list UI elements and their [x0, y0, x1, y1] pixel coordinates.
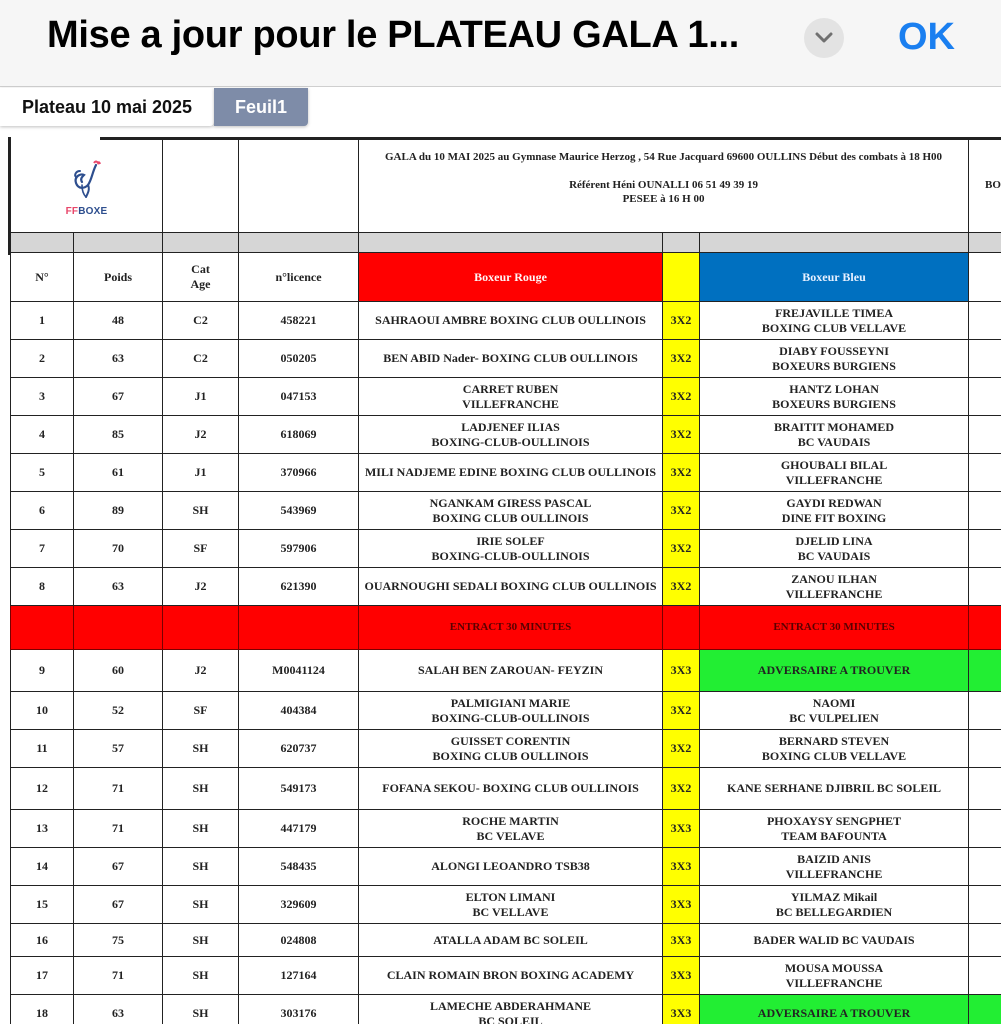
category-cell[interactable]: SH [163, 924, 239, 957]
category-cell[interactable]: SH [163, 957, 239, 995]
bout-row [11, 650, 1001, 692]
red-boxer-cell[interactable] [359, 378, 663, 416]
boxer-line: ADVERSAIRE A TROUVER [757, 663, 911, 677]
boxer-line: BOXING CLUB VELLAVE [761, 320, 907, 335]
red-boxer-cell[interactable] [359, 886, 663, 924]
red-boxer-cell[interactable] [359, 650, 663, 692]
boxer-line: KANE SERHANE DJIBRIL BC SOLEIL [727, 781, 942, 795]
cell[interactable] [969, 692, 1001, 730]
frame-left-border [8, 137, 11, 255]
boxer-line: BC VULPELIEN [789, 710, 879, 725]
boxer-line: BRAITIT MOHAMED [773, 419, 895, 434]
weight-cell[interactable]: 67 [74, 378, 163, 416]
format-cell[interactable]: 3X3 [663, 924, 700, 957]
weight-cell[interactable]: 63 [74, 568, 163, 606]
cell[interactable] [969, 606, 1001, 650]
format-cell[interactable]: 3X2 [663, 302, 700, 340]
format-cell[interactable]: 3X3 [663, 650, 700, 692]
boxer-line: VILLEFRANCHE [785, 586, 883, 601]
boxer-line: VILLEFRANCHE [462, 396, 559, 411]
format-cell[interactable]: 3X2 [663, 416, 700, 454]
boxer-line: CLAIN ROMAIN BRON BOXING ACADEMY [386, 968, 635, 982]
licence-cell[interactable]: 618069 [239, 416, 359, 454]
rooster-logo-icon [70, 159, 104, 201]
boxer-line: PALMIGIANI MARIE [450, 695, 571, 710]
red-boxer-cell[interactable] [359, 492, 663, 530]
category-cell[interactable]: SH [163, 995, 239, 1024]
red-boxer-cell[interactable] [359, 302, 663, 340]
boxer-line: BOXING CLUB OULLINOIS [432, 748, 589, 763]
category-cell[interactable]: J1 [163, 378, 239, 416]
event-referent: Référent Héni OUNALLI 06 51 49 39 19 [569, 179, 758, 191]
format-cell[interactable]: 3X3 [663, 848, 700, 886]
cell[interactable] [663, 606, 700, 650]
licence-cell[interactable]: 404384 [239, 692, 359, 730]
red-boxer-cell[interactable] [359, 995, 663, 1024]
cell[interactable] [74, 233, 163, 253]
logo-text-ff: FF [65, 205, 79, 217]
format-cell[interactable]: 3X2 [663, 530, 700, 568]
bout-number[interactable]: 17 [11, 957, 74, 995]
chevron-down-icon [815, 32, 833, 44]
bout-number[interactable]: 4 [11, 416, 74, 454]
blue-boxer-cell[interactable] [700, 378, 969, 416]
boxer-line: CARRET RUBEN [462, 381, 559, 396]
boxer-line: HANTZ LOHAN [789, 381, 879, 396]
red-boxer-cell[interactable] [359, 340, 663, 378]
boxer-line: ROCHE MARTIN [462, 813, 559, 828]
weight-cell[interactable]: 63 [74, 995, 163, 1024]
category-cell[interactable]: SH [163, 730, 239, 768]
boxer-line: BOXING CLUB VELLAVE [761, 748, 907, 763]
header-cat: Cat [191, 262, 210, 276]
licence-cell[interactable]: 050205 [239, 340, 359, 378]
header-format[interactable] [663, 253, 700, 302]
column-header-row [11, 253, 1001, 302]
boxer-line: MILI NADJEME EDINE BOXING CLUB OULLINOIS [364, 465, 657, 479]
cell[interactable] [74, 606, 163, 650]
bout-number[interactable]: 11 [11, 730, 74, 768]
blue-boxer-cell[interactable] [700, 650, 969, 692]
logo-text [66, 204, 108, 219]
licence-cell[interactable]: 548435 [239, 848, 359, 886]
cell[interactable] [969, 995, 1001, 1024]
blue-boxer-cell[interactable] [700, 692, 969, 730]
licence-cell[interactable]: 047153 [239, 378, 359, 416]
weight-cell[interactable]: 89 [74, 492, 163, 530]
bout-row [11, 995, 1001, 1024]
category-cell[interactable]: C2 [163, 302, 239, 340]
sheet-tabs [0, 87, 1001, 127]
boxer-line: ALONGI LEOANDRO TSB38 [431, 859, 590, 873]
boxer-line: VILLEFRANCHE [785, 472, 883, 487]
header-boxeur-bleu[interactable]: Boxeur Bleu [700, 253, 969, 302]
boxer-line: BC VAUDAIS [797, 434, 871, 449]
boxer-line: NAOMI [812, 695, 856, 710]
cell[interactable] [11, 233, 74, 253]
boxer-line: BOXING CLUB OULLINOIS [432, 510, 589, 525]
boxer-line: BC VELLAVE [472, 904, 549, 919]
tab-plateau-10-mai-2025[interactable]: Plateau 10 mai 2025 [0, 88, 214, 126]
format-cell[interactable]: 3X3 [663, 957, 700, 995]
red-boxer-cell[interactable] [359, 530, 663, 568]
bout-number[interactable]: 14 [11, 848, 74, 886]
bout-row [11, 416, 1001, 454]
cell[interactable] [700, 233, 969, 253]
entract-red-cell[interactable]: ENTRACT 30 MINUTES [359, 606, 663, 650]
weight-cell[interactable]: 60 [74, 650, 163, 692]
cell[interactable] [969, 848, 1001, 886]
cell[interactable] [969, 253, 1001, 302]
licence-cell[interactable]: 458221 [239, 302, 359, 340]
cell[interactable] [969, 650, 1001, 692]
boxer-line: BOXING-CLUB-OULLINOIS [431, 548, 590, 563]
tab-feuil1[interactable]: Feuil1 [214, 88, 308, 126]
logo-cell [11, 138, 163, 233]
boxer-line: BC SOLEIL [478, 1013, 543, 1024]
extra-cell[interactable]: BO [969, 138, 1001, 233]
red-boxer-cell[interactable] [359, 957, 663, 995]
header-age: Age [190, 277, 211, 291]
weight-cell[interactable]: 52 [74, 692, 163, 730]
cell[interactable] [359, 233, 663, 253]
category-cell[interactable]: J2 [163, 416, 239, 454]
bout-number[interactable]: 1 [11, 302, 74, 340]
boxer-line: BC VELAVE [476, 828, 545, 843]
boxer-line: SALAH BEN ZAROUAN- FEYZIN [418, 663, 604, 677]
cell[interactable] [163, 138, 239, 233]
bout-number[interactable]: 7 [11, 530, 74, 568]
bout-number[interactable]: 9 [11, 650, 74, 692]
bout-row [11, 692, 1001, 730]
spacer-row [11, 233, 1001, 253]
category-cell[interactable]: J2 [163, 650, 239, 692]
format-cell[interactable]: 3X2 [663, 692, 700, 730]
boxer-line: BC VAUDAIS [797, 548, 871, 563]
weight-cell[interactable]: 70 [74, 530, 163, 568]
boxer-line: BAIZID ANIS [797, 851, 871, 866]
blue-boxer-cell[interactable] [700, 492, 969, 530]
boxer-line: VILLEFRANCHE [785, 975, 883, 990]
bout-row [11, 492, 1001, 530]
top-bar [0, 0, 1001, 87]
blue-boxer-cell[interactable] [700, 340, 969, 378]
red-boxer-cell[interactable] [359, 454, 663, 492]
weight-cell[interactable]: 63 [74, 340, 163, 378]
blue-boxer-cell[interactable] [700, 768, 969, 810]
cell[interactable] [163, 606, 239, 650]
boxer-line: IRIE SOLEF [476, 533, 545, 548]
bout-row [11, 340, 1001, 378]
boxer-line: OUARNOUGHI SEDALI BOXING CLUB OULLINOIS [364, 579, 657, 593]
red-boxer-cell[interactable] [359, 768, 663, 810]
cell[interactable] [969, 454, 1001, 492]
bout-row [11, 886, 1001, 924]
cell[interactable] [969, 340, 1001, 378]
boxer-line: ELTON LIMANI [465, 889, 556, 904]
blue-boxer-cell[interactable] [700, 302, 969, 340]
event-info-cell[interactable] [359, 138, 969, 233]
category-cell[interactable]: J1 [163, 454, 239, 492]
category-cell[interactable]: SH [163, 810, 239, 848]
weight-cell[interactable]: 71 [74, 768, 163, 810]
boxer-line: FOFANA SEKOU- BOXING CLUB OULLINOIS [382, 781, 639, 795]
boxer-line: NGANKAM GIRESS PASCAL [429, 495, 592, 510]
weight-cell[interactable]: 85 [74, 416, 163, 454]
boxer-line: TEAM BAFOUNTA [781, 828, 887, 843]
category-cell[interactable]: SF [163, 692, 239, 730]
licence-cell[interactable]: 303176 [239, 995, 359, 1024]
bout-row [11, 302, 1001, 340]
cell[interactable] [663, 233, 700, 253]
boxer-line: MOUSA MOUSSA [784, 960, 884, 975]
red-boxer-cell[interactable] [359, 692, 663, 730]
entract-blue-cell[interactable]: ENTRACT 30 MINUTES [700, 606, 969, 650]
frame-top-border [100, 137, 1001, 140]
cell[interactable] [969, 730, 1001, 768]
blue-boxer-cell[interactable] [700, 848, 969, 886]
licence-cell[interactable]: 620737 [239, 730, 359, 768]
blue-boxer-cell[interactable] [700, 810, 969, 848]
blue-boxer-cell[interactable] [700, 416, 969, 454]
boxer-line: DJELID LINA [795, 533, 873, 548]
boxer-line: BOXING-CLUB-OULLINOIS [431, 434, 590, 449]
cell[interactable] [239, 233, 359, 253]
boxer-line: SAHRAOUI AMBRE BOXING CLUB OULLINOIS [375, 313, 646, 327]
bout-row [11, 730, 1001, 768]
bout-row [11, 530, 1001, 568]
weight-cell[interactable]: 71 [74, 810, 163, 848]
format-cell[interactable]: 3X3 [663, 810, 700, 848]
cell[interactable] [969, 886, 1001, 924]
licence-cell[interactable]: 543969 [239, 492, 359, 530]
boxer-line: BADER WALID BC VAUDAIS [753, 932, 915, 947]
licence-cell[interactable]: M0041124 [239, 650, 359, 692]
bout-row [11, 454, 1001, 492]
cell[interactable] [969, 568, 1001, 606]
bout-number[interactable]: 12 [11, 768, 74, 810]
bout-number[interactable]: 3 [11, 378, 74, 416]
boxer-line: GHOUBALI BILAL [780, 457, 888, 472]
licence-cell[interactable]: 024808 [239, 924, 359, 957]
boxer-line: YILMAZ Mikail [790, 889, 878, 904]
boxer-line: BC BELLEGARDIEN [775, 904, 893, 919]
category-cell[interactable]: C2 [163, 340, 239, 378]
cell[interactable] [969, 924, 1001, 957]
licence-cell[interactable]: 447179 [239, 810, 359, 848]
boxer-line: ADVERSAIRE A TROUVER [757, 1006, 911, 1020]
bout-number[interactable]: 6 [11, 492, 74, 530]
boxer-line: BOXEURS BURGIENS [772, 358, 896, 373]
blue-boxer-cell[interactable] [700, 924, 969, 957]
blue-boxer-cell[interactable] [700, 957, 969, 995]
logo-text-boxe: BOXE [78, 205, 108, 217]
blue-boxer-cell[interactable] [700, 730, 969, 768]
boxer-line: FREJAVILLE TIMEA [775, 305, 893, 320]
category-cell[interactable]: SH [163, 886, 239, 924]
format-cell[interactable]: 3X2 [663, 568, 700, 606]
licence-cell[interactable]: 621390 [239, 568, 359, 606]
red-boxer-cell[interactable] [359, 924, 663, 957]
boxer-line: VILLEFRANCHE [785, 866, 883, 881]
title-menu-button[interactable] [804, 18, 844, 58]
weight-cell[interactable]: 48 [74, 302, 163, 340]
boxer-line: BOXING-CLUB-OULLINOIS [431, 710, 590, 725]
format-cell[interactable]: 3X2 [663, 730, 700, 768]
licence-cell[interactable]: 370966 [239, 454, 359, 492]
cell[interactable] [239, 138, 359, 233]
entract-row [11, 606, 1001, 650]
format-cell[interactable]: 3X2 [663, 492, 700, 530]
bout-row [11, 957, 1001, 995]
weight-cell[interactable]: 75 [74, 924, 163, 957]
weight-cell[interactable]: 67 [74, 848, 163, 886]
bout-row [11, 924, 1001, 957]
bout-row [11, 810, 1001, 848]
boxer-line: GUISSET CORENTIN [450, 733, 571, 748]
licence-cell[interactable]: 549173 [239, 768, 359, 810]
cell[interactable] [969, 957, 1001, 995]
cell[interactable] [969, 530, 1001, 568]
boxer-line: BERNARD STEVEN [778, 733, 890, 748]
red-boxer-cell[interactable] [359, 568, 663, 606]
bout-number[interactable]: 13 [11, 810, 74, 848]
cell[interactable] [163, 233, 239, 253]
blue-boxer-cell[interactable] [700, 530, 969, 568]
format-cell[interactable]: 3X2 [663, 378, 700, 416]
category-cell[interactable]: SH [163, 492, 239, 530]
red-boxer-cell[interactable] [359, 810, 663, 848]
header-boxeur-rouge[interactable]: Boxeur Rouge [359, 253, 663, 302]
bout-row [11, 568, 1001, 606]
bout-number[interactable]: 8 [11, 568, 74, 606]
red-boxer-cell[interactable] [359, 730, 663, 768]
category-cell[interactable]: SF [163, 530, 239, 568]
blue-boxer-cell[interactable] [700, 454, 969, 492]
format-cell[interactable]: 3X3 [663, 886, 700, 924]
ffboxe-logo [13, 138, 160, 233]
header-licence[interactable]: n°licence [239, 253, 359, 302]
blue-boxer-cell[interactable] [700, 568, 969, 606]
red-boxer-cell[interactable] [359, 848, 663, 886]
format-cell[interactable]: 3X3 [663, 995, 700, 1024]
category-cell[interactable]: SH [163, 848, 239, 886]
event-weigh-in: PESEE à 16 H 00 [622, 193, 705, 205]
boxer-line: PHOXAYSY SENGPHET [766, 813, 902, 828]
document-title: Mise a jour pour le PLATEAU GALA 1... [47, 14, 739, 56]
boxer-line: BEN ABID Nader- BOXING CLUB OULLINOIS [383, 351, 638, 365]
weight-cell[interactable]: 71 [74, 957, 163, 995]
boxer-line: LADJENEF ILIAS [461, 419, 560, 434]
licence-cell[interactable]: 329609 [239, 886, 359, 924]
weight-cell[interactable]: 67 [74, 886, 163, 924]
spreadsheet-view[interactable] [0, 130, 1001, 1024]
licence-cell[interactable]: 127164 [239, 957, 359, 995]
format-cell[interactable]: 3X2 [663, 340, 700, 378]
bout-number[interactable]: 16 [11, 924, 74, 957]
bout-row [11, 848, 1001, 886]
bout-number[interactable]: 18 [11, 995, 74, 1024]
boxer-line: GAYDI REDWAN [786, 495, 882, 510]
bout-table [10, 137, 1001, 1024]
bout-number[interactable]: 15 [11, 886, 74, 924]
boxer-line: BOXEURS BURGIENS [772, 396, 896, 411]
cell[interactable] [969, 302, 1001, 340]
cell[interactable] [969, 810, 1001, 848]
cell[interactable] [969, 768, 1001, 810]
cell[interactable] [969, 233, 1001, 253]
format-cell[interactable]: 3X2 [663, 768, 700, 810]
cell[interactable] [969, 416, 1001, 454]
blue-boxer-cell[interactable] [700, 995, 969, 1024]
header-cat-age[interactable] [163, 253, 239, 302]
weight-cell[interactable]: 61 [74, 454, 163, 492]
boxer-line: ZANOU ILHAN [791, 571, 877, 586]
cell[interactable] [239, 606, 359, 650]
bout-number[interactable]: 2 [11, 340, 74, 378]
boxer-line: DINE FIT BOXING [781, 510, 887, 525]
cell[interactable] [11, 606, 74, 650]
red-boxer-cell[interactable] [359, 416, 663, 454]
bout-row [11, 378, 1001, 416]
boxer-line: ATALLA ADAM BC SOLEIL [433, 932, 588, 947]
bout-row [11, 768, 1001, 810]
bout-number[interactable]: 5 [11, 454, 74, 492]
boxer-line: LAMECHE ABDERAHMANE [430, 998, 592, 1013]
event-info-row [11, 138, 1001, 233]
weight-cell[interactable]: 57 [74, 730, 163, 768]
licence-cell[interactable]: 597906 [239, 530, 359, 568]
boxer-line: DIABY FOUSSEYNI [779, 343, 889, 358]
format-cell[interactable]: 3X2 [663, 454, 700, 492]
cell[interactable] [969, 378, 1001, 416]
category-cell[interactable]: J2 [163, 568, 239, 606]
header-no[interactable]: N° [11, 253, 74, 302]
blue-boxer-cell[interactable] [700, 886, 969, 924]
ok-button[interactable]: OK [898, 16, 955, 58]
event-details: GALA du 10 MAI 2025 au Gymnase Maurice Herzog , 54 Rue Jacquard 69600 OULLINS Début des combats à 18 H00 [385, 151, 943, 163]
header-poids[interactable]: Poids [74, 253, 163, 302]
bout-number[interactable]: 10 [11, 692, 74, 730]
cell[interactable] [969, 492, 1001, 530]
category-cell[interactable]: SH [163, 768, 239, 810]
